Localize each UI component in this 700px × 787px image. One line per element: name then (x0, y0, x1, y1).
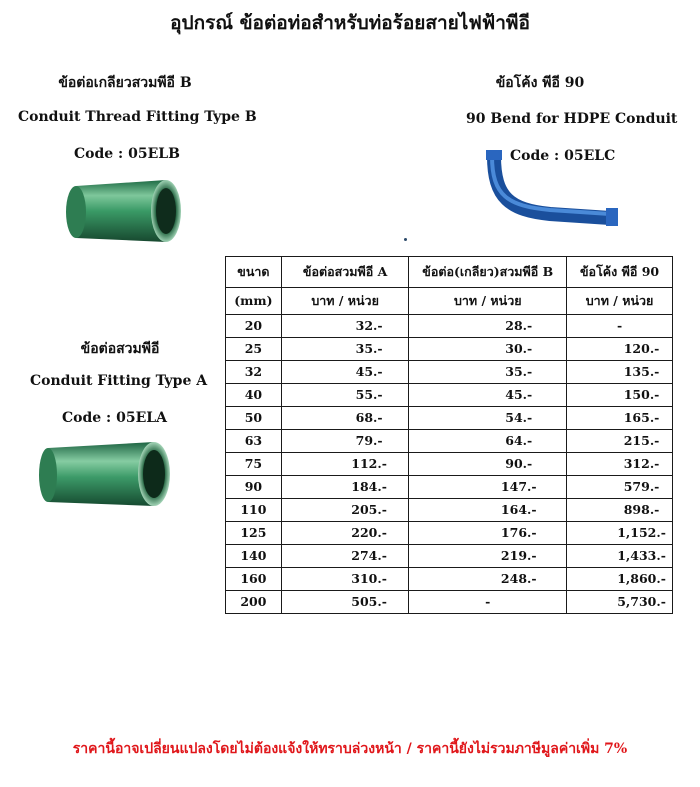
price-b-cell: 54.- (409, 407, 567, 430)
price-c-cell: 312.- (567, 453, 673, 476)
price-a-cell: 45.- (281, 361, 409, 384)
price-a-cell: 505.- (281, 591, 409, 614)
table-row (226, 522, 673, 545)
table-row (226, 591, 673, 614)
size-cell: 90 (226, 476, 282, 499)
price-b-cell: 248.- (409, 568, 567, 591)
price-a-cell: 35.- (281, 338, 409, 361)
price-b-cell: 30.- (409, 338, 567, 361)
unit-col-a: บาท / หน่วย (281, 288, 409, 315)
fitting-b-image (62, 176, 190, 248)
size-cell: 200 (226, 591, 282, 614)
price-a-cell: 205.- (281, 499, 409, 522)
table-row (226, 361, 673, 384)
page-title: อุปกรณ์ ข้อต่อท่อสำหรับท่อร้อยสายไฟฟ้าพีอี (170, 12, 530, 34)
price-disclaimer: ราคานี้อาจเปลี่ยนแปลงโดยไม่ต้องแจ้งให้ทราบล่วงหน้า / ราคานี้ยังไม่รวมภาษีมูลค่าเพิ่ม 7% (72, 741, 628, 757)
table-row (226, 315, 673, 338)
header-size-unit: (mm) (226, 288, 282, 315)
product-c-english-name: 90 Bend for HDPE Conduit (466, 111, 678, 127)
price-a-cell: 32.- (281, 315, 409, 338)
price-b-cell: 176.- (409, 522, 567, 545)
unit-col-c: บาท / หน่วย (567, 288, 673, 315)
price-a-cell: 184.- (281, 476, 409, 499)
table-row (226, 430, 673, 453)
table-row (226, 476, 673, 499)
price-c-cell: 165.- (567, 407, 673, 430)
unit-col-b: บาท / หน่วย (409, 288, 567, 315)
price-c-cell: 1,433.- (567, 545, 673, 568)
table-body (226, 315, 673, 614)
fitting-a-image (36, 436, 176, 512)
product-b-english-name: Conduit Thread Fitting Type B (18, 109, 257, 125)
size-cell: 20 (226, 315, 282, 338)
table-header-row (226, 257, 673, 288)
size-cell: 63 (226, 430, 282, 453)
table-row (226, 499, 673, 522)
price-c-cell: 5,730.- (567, 591, 673, 614)
table-row (226, 545, 673, 568)
size-cell: 25 (226, 338, 282, 361)
price-c-cell: - (567, 315, 673, 338)
table-units-row (226, 288, 673, 315)
price-table (225, 256, 673, 614)
price-b-cell: 45.- (409, 384, 567, 407)
product-a-english-name: Conduit Fitting Type A (30, 373, 208, 389)
size-cell: 125 (226, 522, 282, 545)
price-c-cell: 1,860.- (567, 568, 673, 591)
header-size: ขนาด (226, 257, 282, 288)
table-row (226, 384, 673, 407)
price-b-cell: 90.- (409, 453, 567, 476)
price-b-cell: 64.- (409, 430, 567, 453)
price-a-cell: 310.- (281, 568, 409, 591)
price-a-cell: 274.- (281, 545, 409, 568)
price-b-cell: 219.- (409, 545, 567, 568)
price-c-cell: 579.- (567, 476, 673, 499)
price-b-cell: 147.- (409, 476, 567, 499)
table-row (226, 407, 673, 430)
price-c-cell: 135.- (567, 361, 673, 384)
size-cell: 140 (226, 545, 282, 568)
price-b-cell: 35.- (409, 361, 567, 384)
header-col-a: ข้อต่อสวมพีอี A (281, 257, 409, 288)
price-a-cell: 220.- (281, 522, 409, 545)
price-a-cell: 68.- (281, 407, 409, 430)
bend-c-image (470, 148, 630, 238)
price-a-cell: 55.- (281, 384, 409, 407)
table-row (226, 568, 673, 591)
price-c-cell: 215.- (567, 430, 673, 453)
price-c-cell: 1,152.- (567, 522, 673, 545)
product-c-thai-name: ข้อโค้ง พีอี 90 (495, 75, 585, 91)
size-cell: 32 (226, 361, 282, 384)
price-a-cell: 112.- (281, 453, 409, 476)
speck-dot (404, 238, 407, 241)
price-b-cell: 28.- (409, 315, 567, 338)
header-col-c: ข้อโค้ง พีอี 90 (567, 257, 673, 288)
price-c-cell: 150.- (567, 384, 673, 407)
size-cell: 160 (226, 568, 282, 591)
product-a-thai-name: ข้อต่อสวมพีอี (80, 341, 160, 357)
product-c-code: Code : 05ELC (510, 148, 616, 164)
size-cell: 40 (226, 384, 282, 407)
table-row (226, 453, 673, 476)
product-b-thai-name: ข้อต่อเกลียวสวมพีอี B (58, 75, 192, 91)
product-a-code: Code : 05ELA (62, 410, 167, 426)
size-cell: 110 (226, 499, 282, 522)
size-cell: 50 (226, 407, 282, 430)
size-cell: 75 (226, 453, 282, 476)
price-b-cell: 164.- (409, 499, 567, 522)
price-a-cell: 79.- (281, 430, 409, 453)
header-col-b: ข้อต่อ(เกลียว)สวมพีอี B (409, 257, 567, 288)
price-c-cell: 898.- (567, 499, 673, 522)
price-c-cell: 120.- (567, 338, 673, 361)
product-b-code: Code : 05ELB (74, 146, 180, 162)
price-b-cell: - (409, 591, 567, 614)
table-row (226, 338, 673, 361)
